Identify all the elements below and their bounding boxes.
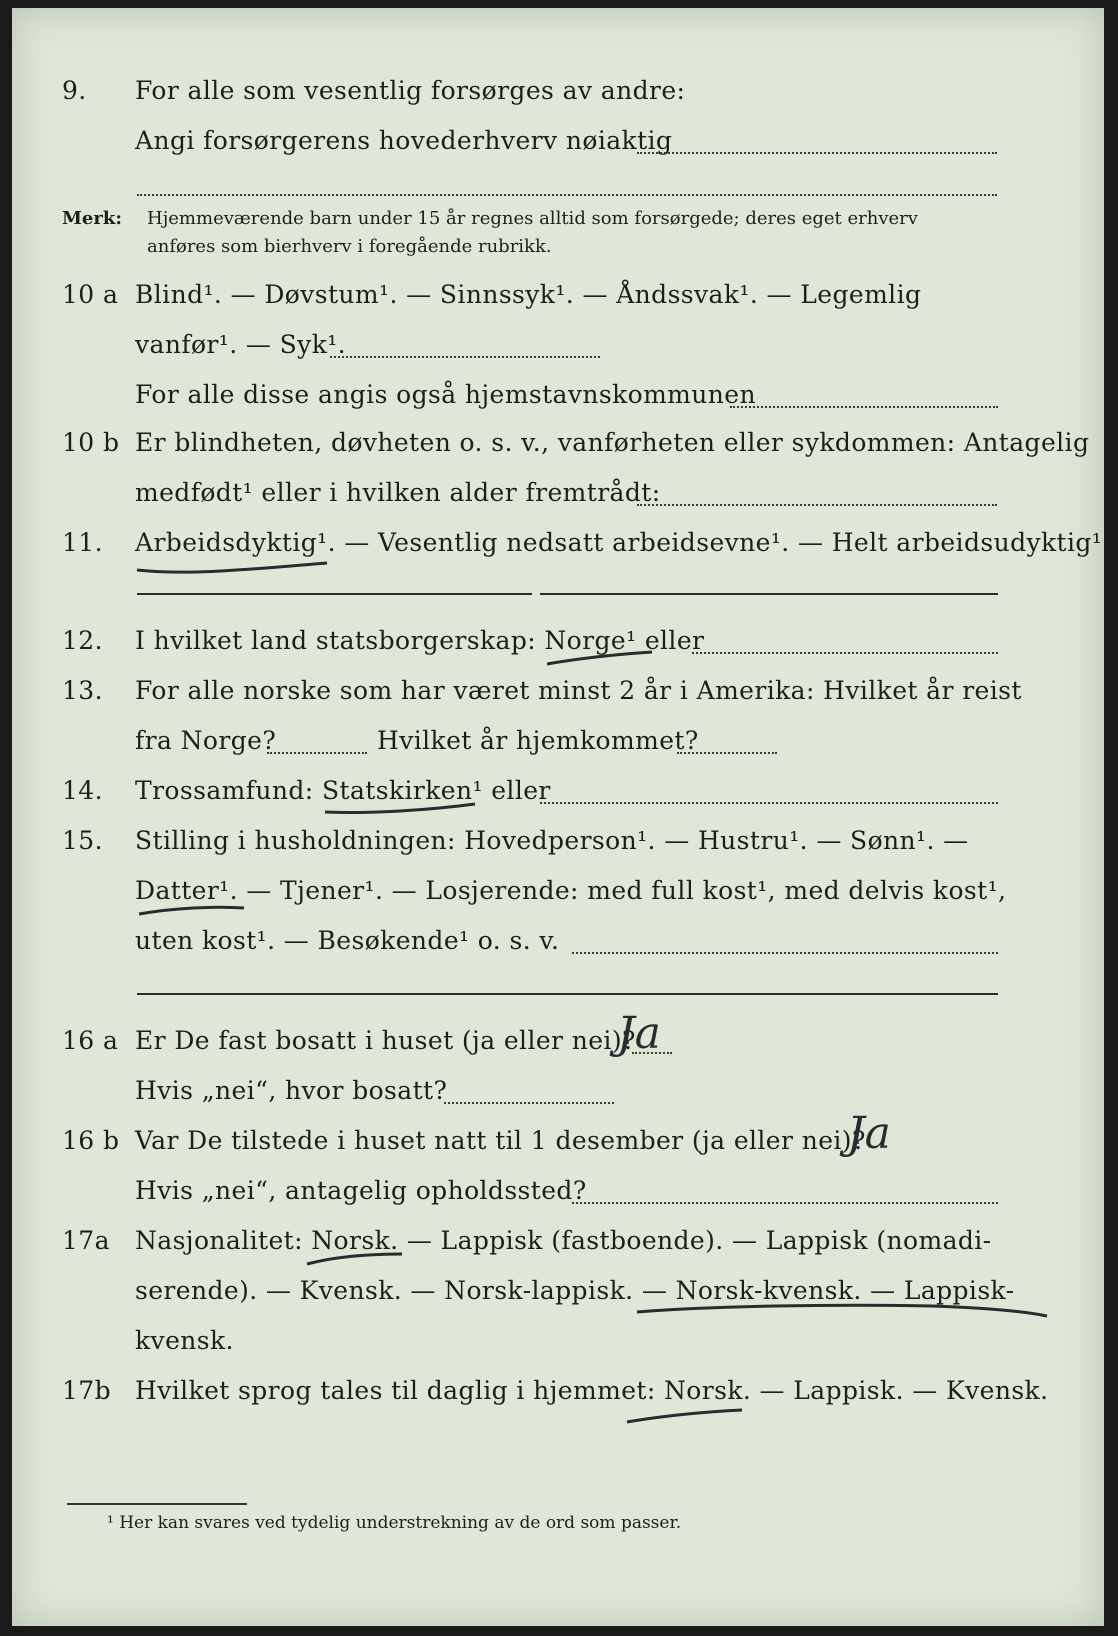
handwritten-underline-datter bbox=[134, 900, 254, 920]
q17a-number: 17a bbox=[62, 1226, 110, 1255]
q10a-text: Blind¹. — Døvstum¹. — Sinnssyk¹. — Åndssvak¹. — Legemlig bbox=[135, 280, 922, 309]
q16a-text-2: Hvis „nei“, hvor bosatt? bbox=[135, 1076, 448, 1105]
q9-number: 9. bbox=[62, 76, 87, 105]
q10b-number: 10 b bbox=[62, 428, 120, 457]
note-text-2: anføres som bierhverv i foregående rubrikk. bbox=[147, 236, 552, 257]
q10b-text: Er blindheten, døvheten o. s. v., vanførheten eller sykdommen: Antagelig bbox=[135, 428, 1090, 457]
q10b-row bbox=[12, 428, 1104, 468]
q15-row-3 bbox=[12, 926, 1104, 966]
handwritten-underline-norsk-2 bbox=[622, 1404, 752, 1428]
q17a-text-3: kvensk. bbox=[135, 1326, 234, 1355]
q15-row bbox=[12, 826, 1104, 866]
q16b-text-2: Hvis „nei“, antagelig opholdssted? bbox=[135, 1176, 587, 1205]
q16b-number: 16 b bbox=[62, 1126, 120, 1155]
q10a-row-3 bbox=[12, 380, 1104, 420]
handwritten-underline-norsk-kvensk bbox=[632, 1298, 1052, 1324]
q17b-number: 17b bbox=[62, 1376, 112, 1405]
q14-number: 14. bbox=[62, 776, 103, 805]
q10a-row bbox=[12, 280, 1104, 320]
separator-rule-3 bbox=[137, 993, 998, 995]
q16a-text: Er De fast bosatt i huset (ja eller nei)? bbox=[135, 1026, 636, 1055]
q15-text-2: Datter¹. — Tjener¹. — Losjerende: med full kost¹, med delvis kost¹, bbox=[135, 876, 1007, 905]
q17a-text-2: serende). — Kvensk. — Norsk-lappisk. — Norsk-kvensk. — Lappisk- bbox=[135, 1276, 1015, 1305]
q13-return-year-field[interactable] bbox=[677, 752, 777, 754]
q14-text: Trossamfund: Statskirken¹ eller bbox=[135, 776, 551, 805]
q15-number: 15. bbox=[62, 826, 103, 855]
q17a-text: Nasjonalitet: Norsk. — Lappisk (fastboende). — Lappisk (nomadi- bbox=[135, 1226, 992, 1255]
q13-text: For alle norske som har været minst 2 år i Amerika: Hvilket år reist bbox=[135, 676, 1022, 705]
q16b-text: Var De tilstede i huset natt til 1 desember (ja eller nei)? bbox=[135, 1126, 866, 1155]
q17b-row bbox=[12, 1376, 1104, 1416]
handwritten-underline-statskirken bbox=[320, 800, 480, 822]
q16a-row-2 bbox=[12, 1076, 1104, 1116]
q17a-row bbox=[12, 1226, 1104, 1266]
q17b-text: Hvilket sprog tales til daglig i hjemmet: Norsk. — Lappisk. — Kvensk. bbox=[135, 1376, 1049, 1405]
separator-rule-2 bbox=[540, 593, 998, 595]
q9-text-2: Angi forsørgerens hovederhverv nøiaktig bbox=[135, 126, 673, 155]
q10a-text-2: vanfør¹. — Syk¹. bbox=[135, 330, 347, 359]
q10a-number: 10 a bbox=[62, 280, 119, 309]
q13-departure-year-field[interactable] bbox=[267, 752, 367, 754]
q10b-row-2 bbox=[12, 478, 1104, 518]
handwritten-underline-norge bbox=[542, 648, 662, 670]
q16a-row bbox=[12, 1026, 1104, 1066]
census-form-page bbox=[12, 8, 1111, 1626]
q15-text: Stilling i husholdningen: Hovedperson¹. — Hustru¹. — Sønn¹. — bbox=[135, 826, 969, 855]
q15-text-3: uten kost¹. — Besøkende¹ o. s. v. bbox=[135, 926, 560, 955]
q16b-row-2 bbox=[12, 1176, 1104, 1216]
q11-number: 11. bbox=[62, 528, 103, 557]
q11-text: Arbeidsdyktig¹. — Vesentlig nedsatt arbeidsevne¹. — Helt arbeidsudyktig¹. bbox=[135, 528, 1111, 557]
q10a-answer-field[interactable] bbox=[330, 356, 600, 358]
q16b-row bbox=[12, 1126, 1104, 1166]
q12-number: 12. bbox=[62, 626, 103, 655]
separator-rule bbox=[137, 593, 532, 595]
q14-row bbox=[12, 776, 1104, 816]
q9-answer-field-2[interactable] bbox=[137, 194, 997, 196]
q16b-handwritten-answer: Ja bbox=[847, 1108, 891, 1159]
q13-text-2b: Hvilket år hjemkommet? bbox=[377, 726, 699, 755]
handwritten-underline-norsk bbox=[302, 1248, 412, 1270]
q12-text: I hvilket land statsborgerskap: Norge¹ eller bbox=[135, 626, 705, 655]
q15-answer-field[interactable] bbox=[572, 952, 998, 954]
q9-text: For alle som vesentlig forsørges av andre: bbox=[135, 76, 686, 105]
note-row bbox=[62, 205, 918, 233]
note-text-1: Hjemmeværende barn under 15 år regnes alltid som forsørgede; deres eget erhverv bbox=[147, 208, 918, 229]
q13-number: 13. bbox=[62, 676, 103, 705]
q16b-location-field[interactable] bbox=[572, 1202, 998, 1204]
q14-answer-field[interactable] bbox=[540, 802, 998, 804]
q13-row-2 bbox=[12, 726, 1104, 766]
q10a-hometown-field[interactable] bbox=[730, 406, 998, 408]
footnote-rule bbox=[67, 1503, 247, 1505]
q16a-residence-field[interactable] bbox=[444, 1102, 614, 1104]
q16a-handwritten-answer: Ja bbox=[617, 1008, 661, 1059]
handwritten-underline-arbeidsdyktig bbox=[132, 558, 332, 578]
q17a-row-3 bbox=[12, 1326, 1104, 1366]
q9-answer-field[interactable] bbox=[637, 152, 997, 154]
q9-row-2 bbox=[12, 126, 1104, 166]
q9-row bbox=[12, 76, 1104, 116]
q10a-row-2 bbox=[12, 330, 1104, 370]
q13-row bbox=[12, 676, 1104, 716]
q16a-number: 16 a bbox=[62, 1026, 119, 1055]
note-label: Merk: bbox=[62, 208, 122, 229]
q13-text-2a: fra Norge? bbox=[135, 726, 277, 755]
q10b-answer-field[interactable] bbox=[637, 504, 997, 506]
footnote: ¹ Her kan svares ved tydelig understrekning av de ord som passer. bbox=[107, 1513, 682, 1533]
q10b-text-2: medfødt¹ eller i hvilken alder fremtrådt: bbox=[135, 478, 661, 507]
q12-answer-field[interactable] bbox=[692, 652, 998, 654]
q10a-text-3: For alle disse angis også hjemstavnskommunen bbox=[135, 380, 756, 409]
